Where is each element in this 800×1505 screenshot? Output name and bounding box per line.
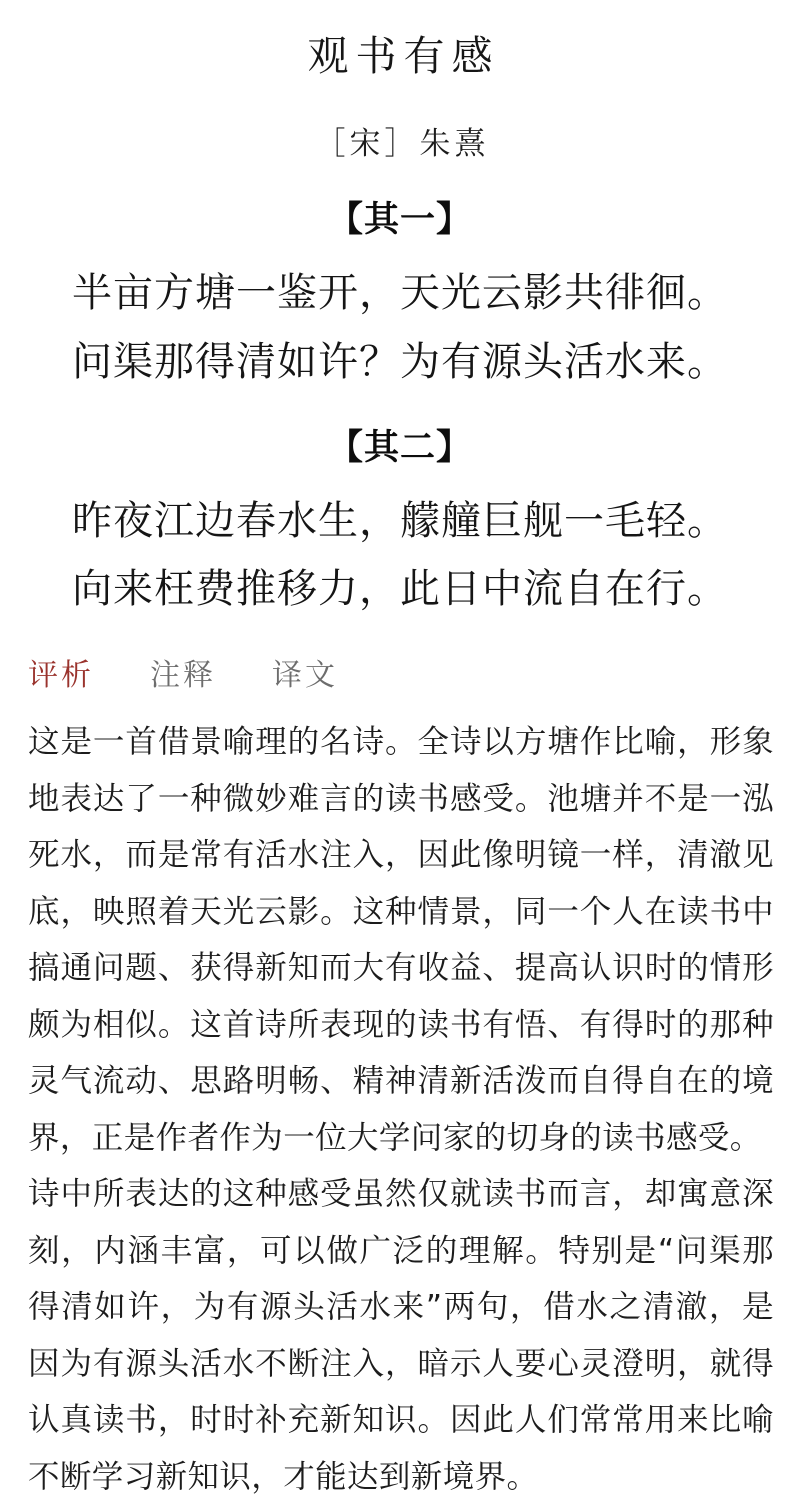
poem-one-heading: 【其一】 (327, 199, 472, 239)
poem-two-line-1: 昨夜江边春水生，艨艟巨舰一毛轻。 (72, 497, 728, 544)
tab-zhushi[interactable]: 注释 (150, 658, 216, 694)
commentary-paragraph: 诗中所表达的这种感受虽然仅就读书而言，却寓意深刻，内涵丰富，可以做广泛的理解。特别是“问渠那得清如许，为有源头活水来”两句，借水之清澈，是因为有源头活水不断注入，暗示人要心灵澄明，就得认真读书，时时补充新知识。因此人们常常用来比喻不断学习新知识，才能达到新境界。 (28, 1176, 774, 1495)
tab-yiwen[interactable]: 译文 (272, 658, 338, 694)
poem-two-line-2: 向来枉费推移力，此日中流自在行。 (72, 566, 728, 613)
commentary-tab-strip (0, 650, 800, 694)
commentary-paragraph: 这是一首借景喻理的名诗。全诗以方塘作比喻，形象地表达了一种微妙难言的读书感受。池塘并不是一泓死水，而是常有活水注入，因此像明镜一样，清澈见底，映照着天光云影。这种情景，同一个人在读书中搞通问题、获得新知而大有收益、提高认识时的情形颇为相似。这首诗所表现的读书有悟、有得时的那种灵气流动、思路明畅、精神清新活泼而自得自在的境界，正是作者作为一位大学问家的切身的读书感受。 (28, 724, 774, 1156)
poem-byline: ［宋］朱熹 (314, 125, 490, 162)
poem-header (0, 0, 800, 163)
commentary-body (0, 714, 800, 1505)
poem-two-heading: 【其二】 (327, 427, 472, 467)
poem-section-one (0, 199, 800, 397)
poem-one-line-2: 问渠那得清如许？为有源头活水来。 (72, 338, 728, 385)
poem-one-line-1: 半亩方塘一鉴开，天光云影共徘徊。 (72, 269, 728, 316)
page-title: 观书有感 (307, 32, 500, 80)
poem-section-two (0, 427, 800, 625)
tab-pingxi[interactable]: 评析 (28, 658, 94, 694)
